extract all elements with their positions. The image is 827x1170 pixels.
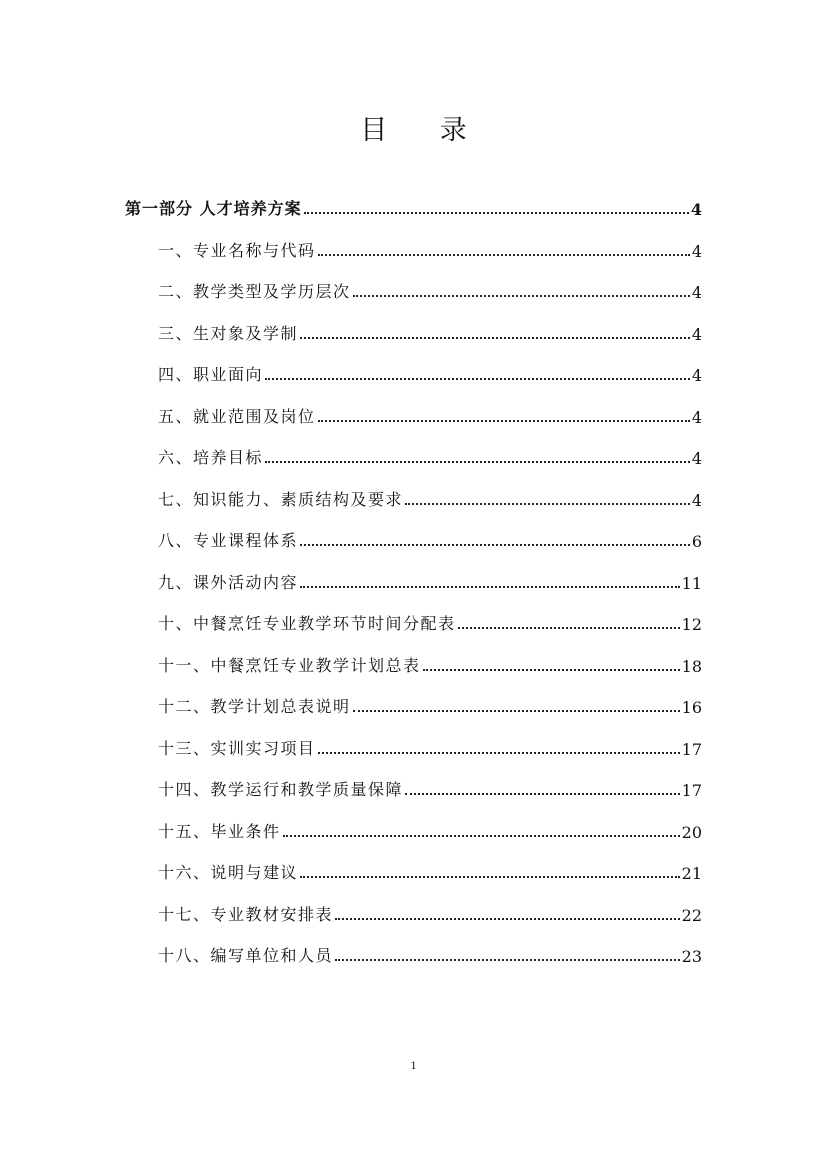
toc-entry-page: 21 [681,864,702,883]
toc-leader-dots [335,918,680,920]
toc-entry-page: 16 [681,698,702,717]
toc-leader-dots [300,544,690,546]
toc-entry-page: 6 [691,532,702,551]
toc-entry[interactable] [125,759,702,801]
toc-entry-label: 十四、教学运行和教学质量保障 [158,780,404,799]
toc-entry[interactable] [125,593,702,635]
toc-entry-label: 十五、毕业条件 [158,821,281,841]
toc-entry-page: 4 [690,200,702,219]
toc-entry-page: 12 [681,615,702,634]
toc-leader-dots [304,212,689,214]
toc-leader-dots [353,295,690,297]
toc-entry-label: 五、就业范围及岗位 [158,406,316,426]
toc-leader-dots [265,461,690,463]
toc-entry-page: 20 [681,822,702,842]
toc-entry-label: 十八、编写单位和人员 [158,946,334,965]
toc-leader-dots [318,752,680,754]
toc-entry-label: 第一部分 人才培养方案 [125,199,302,218]
toc-entry[interactable] [125,717,702,759]
toc-entry-page: 18 [681,656,702,676]
toc-entry-label: 三、生对象及学制 [158,323,299,343]
toc-entry-label: 十三、实训实习项目 [158,738,316,758]
toc-entry-page: 22 [681,905,702,925]
toc-entry-page: 4 [691,241,702,261]
toc-leader-dots [283,835,680,837]
toc-entry[interactable] [125,510,702,552]
page-title: 目 录 [360,115,489,146]
toc-entry-label: 二、教学类型及学历层次 [158,282,351,301]
toc-entry-label: 十七、专业教材安排表 [158,904,334,924]
toc-entry-label: 七、知识能力、素质结构及要求 [158,489,404,509]
toc-entry[interactable] [125,302,702,344]
toc-entry-label: 十二、教学计划总表说明 [158,697,351,716]
toc-entry-page: 4 [691,324,702,344]
toc-entry[interactable] [125,883,702,925]
toc-entry-label: 九、课外活动内容 [158,572,299,592]
toc-entry-page: 4 [691,490,702,510]
toc-entry-page: 11 [681,573,702,593]
toc-entry-label: 十一、中餐烹饪专业教学计划总表 [158,655,421,675]
toc-entry-page: 4 [691,449,702,468]
toc-entry[interactable] [125,385,702,427]
toc-entry[interactable] [125,175,702,219]
toc-entry[interactable] [125,634,702,676]
page-number: 1 [410,1058,417,1072]
toc-entry-page: 4 [691,407,702,427]
toc-entry[interactable] [125,551,702,593]
toc-entry[interactable] [125,925,702,967]
toc-entry[interactable] [125,468,702,510]
toc-entry-label: 八、专业课程体系 [158,531,299,550]
toc-entry[interactable] [125,344,702,386]
toc-entry[interactable] [125,261,702,303]
toc-entry[interactable] [125,219,702,261]
toc-leader-dots [353,710,680,712]
toc-entry[interactable] [125,800,702,842]
toc-leader-dots [405,793,680,795]
toc-leader-dots [300,876,680,878]
toc-leader-dots [405,503,690,505]
toc-entry[interactable] [125,842,702,884]
toc-leader-dots [300,337,690,339]
toc-entry-page: 23 [681,947,702,966]
toc-leader-dots [318,420,690,422]
toc-entry-label: 六、培养目标 [158,448,264,467]
toc-entry-label: 十六、说明与建议 [158,863,299,882]
toc-entry-page: 17 [681,739,702,759]
toc-entry[interactable] [125,427,702,469]
toc-entry-label: 一、专业名称与代码 [158,240,316,260]
toc-entry-label: 四、职业面向 [158,365,264,384]
toc-entry-page: 17 [681,781,702,800]
toc-leader-dots [423,669,680,671]
toc-entry-page: 4 [691,283,702,302]
table-of-contents [125,175,702,966]
toc-leader-dots [458,627,680,629]
toc-entry-label: 十、中餐烹饪专业教学环节时间分配表 [158,614,456,633]
toc-leader-dots [318,254,690,256]
toc-leader-dots [265,378,690,380]
toc-leader-dots [300,586,680,588]
toc-leader-dots [335,959,680,961]
toc-entry-page: 4 [691,366,702,385]
toc-entry[interactable] [125,676,702,718]
